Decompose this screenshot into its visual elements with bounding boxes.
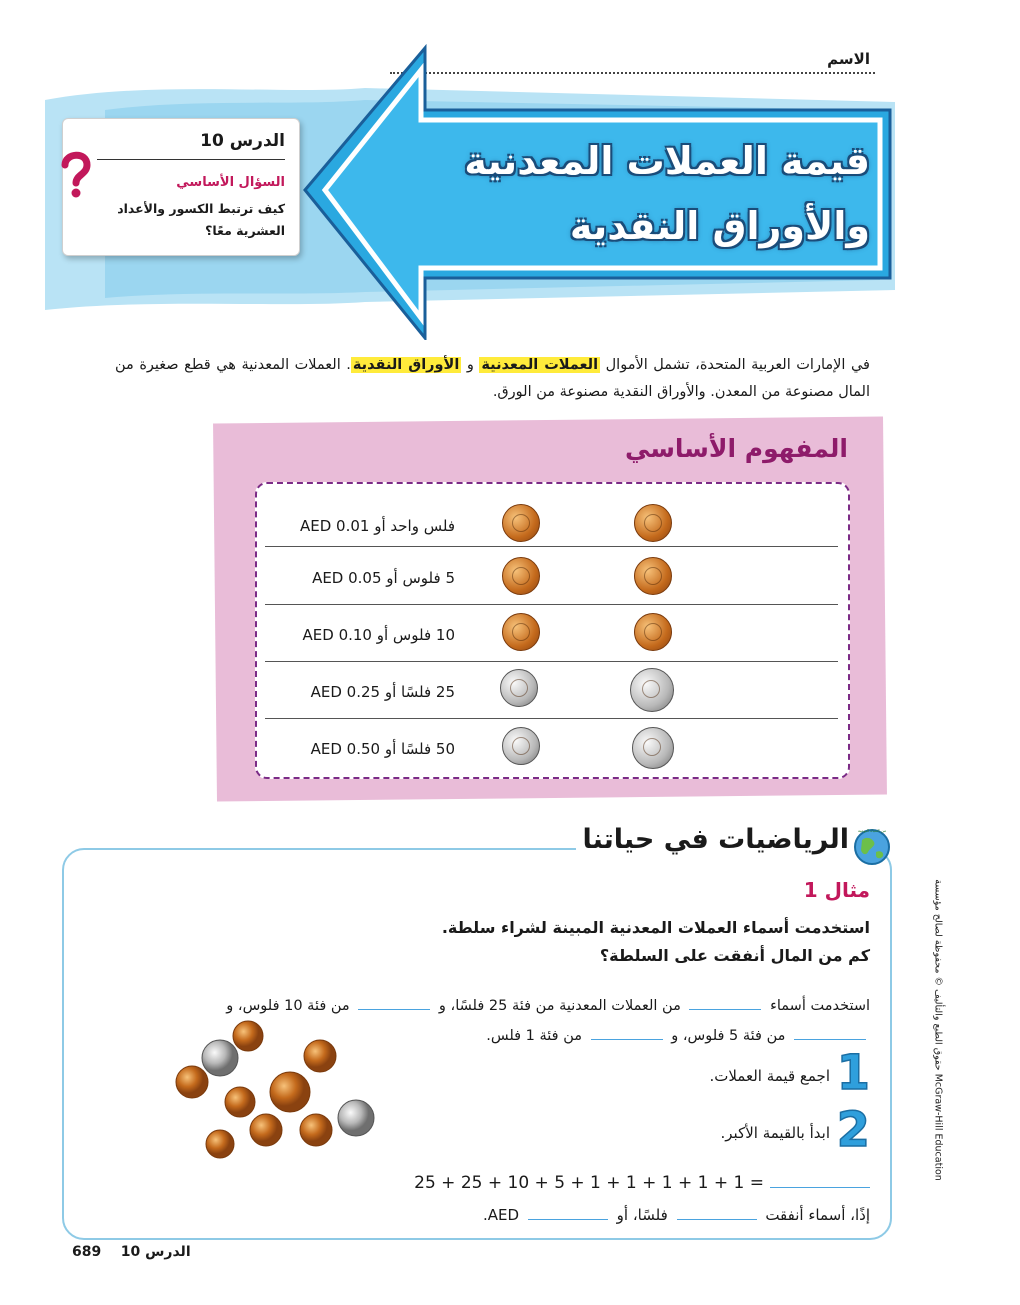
row-divider bbox=[265, 718, 838, 719]
page-title-line2: والأوراق النقدية bbox=[569, 204, 870, 248]
intro-part2: و bbox=[461, 357, 480, 373]
answer-blank-aed[interactable] bbox=[528, 1206, 608, 1220]
answer-blank-5[interactable] bbox=[794, 1026, 866, 1040]
intro-paragraph bbox=[115, 352, 870, 406]
essential-question-line1: كيف ترتبط الكسور والأعداد bbox=[117, 201, 285, 216]
example-question-line2: كم من المال أنفقت على السلطة؟ bbox=[599, 946, 870, 965]
coin-label-1-fils: فلس واحد أو AED 0.01 bbox=[299, 517, 455, 535]
term-coins: العملات المعدنية bbox=[481, 357, 599, 373]
card-divider bbox=[97, 159, 285, 160]
coin-5-fils-front-icon bbox=[634, 557, 672, 595]
name-label: الاسم bbox=[827, 50, 870, 68]
coin-5-fils-back-icon bbox=[502, 557, 540, 595]
coin-label-10-fils: 10 فلوس أو AED 0.10 bbox=[302, 626, 455, 644]
intro-part3: . العملات المعدنية هي قطع صغيرة من المال مصنوعة من المعدن. والأوراق النقدية مصنوعة من الورق. bbox=[115, 357, 870, 400]
row-divider bbox=[265, 546, 838, 547]
para-b: من العملات المعدنية من فئة 25 فلسًا، و bbox=[438, 998, 681, 1014]
final-b: فلسًا، أو bbox=[616, 1206, 668, 1224]
lesson-card bbox=[62, 118, 300, 256]
final-answer-line bbox=[483, 1206, 870, 1224]
coin-50-fils-back-icon bbox=[502, 727, 540, 765]
coin-1-fils-back-icon bbox=[502, 504, 540, 542]
coin-50-fils-front-icon bbox=[632, 727, 674, 769]
coin-10-fils-front-icon bbox=[634, 613, 672, 651]
example-question-line1: استخدمت أسماء العملات المعدنية المبينة لشراء سلطة. bbox=[441, 918, 870, 937]
example-paragraph-line1 bbox=[150, 992, 870, 1020]
intro-part1: في الإمارات العربية المتحدة، تشمل الأموال bbox=[600, 357, 870, 373]
step-1-number: 1 bbox=[836, 1045, 870, 1101]
coin-10-fils-back-icon bbox=[502, 613, 540, 651]
coin-25-fils-back-icon bbox=[500, 669, 538, 707]
answer-blank-25[interactable] bbox=[689, 996, 761, 1010]
step-2-number: 2 bbox=[836, 1102, 870, 1158]
para-c: من فئة 10 فلوس، و bbox=[226, 998, 350, 1014]
footer bbox=[72, 1244, 191, 1260]
final-a: إذًا، أسماء أنفقت bbox=[765, 1206, 870, 1224]
example-title: مثال 1 bbox=[803, 878, 870, 902]
coin-pile-image bbox=[170, 1020, 390, 1165]
term-banknotes: الأوراق النقدية bbox=[352, 357, 460, 373]
page-title-line1: قيمة العملات المعدنية bbox=[464, 139, 870, 183]
globe-badge: من الحياة اليومية bbox=[857, 828, 887, 833]
coin-1-fils-front-icon bbox=[634, 504, 672, 542]
question-mark-icon bbox=[57, 149, 93, 199]
real-world-title: الرياضيات في حياتنا bbox=[576, 824, 855, 855]
coin-label-25-fils: 25 فلسًا أو AED 0.25 bbox=[310, 683, 455, 701]
para-d: من فئة 5 فلوس، و bbox=[671, 1028, 786, 1044]
answer-blank-10[interactable] bbox=[358, 996, 430, 1010]
row-divider bbox=[265, 661, 838, 662]
answer-blank-1[interactable] bbox=[591, 1026, 663, 1040]
step-2-text: ابدأ بالقيمة الأكبر. bbox=[720, 1124, 830, 1142]
page-number: 689 bbox=[72, 1244, 102, 1260]
key-concept-title: المفهوم الأساسي bbox=[625, 434, 848, 463]
globe-icon bbox=[852, 826, 892, 866]
answer-blank-fils[interactable] bbox=[677, 1206, 757, 1220]
side-copyright bbox=[930, 880, 946, 1180]
coin-25-fils-front-icon bbox=[630, 668, 674, 712]
final-c: AED. bbox=[483, 1206, 520, 1224]
essential-question-line2: العشرية معًا؟ bbox=[205, 223, 285, 238]
answer-blank-sum[interactable] bbox=[770, 1172, 870, 1188]
coin-label-50-fils: 50 فلسًا أو AED 0.50 bbox=[310, 740, 455, 758]
footer-lesson: الدرس 10 bbox=[120, 1244, 191, 1260]
para-a: استخدمت أسماء bbox=[770, 998, 870, 1014]
step-1-text: اجمع قيمة العملات. bbox=[709, 1067, 830, 1085]
equation-text: 25 + 25 + 10 + 5 + 1 + 1 + 1 + 1 + 1 = bbox=[414, 1173, 764, 1193]
lesson-number: الدرس 10 bbox=[200, 131, 285, 151]
copyright-text: حقوق الطبع والتأليف © محفوظة لصالح مؤسسة McGraw-Hill Education bbox=[932, 879, 944, 1181]
sum-equation bbox=[414, 1172, 870, 1193]
row-divider bbox=[265, 604, 838, 605]
para-e: من فئة 1 فلس. bbox=[486, 1028, 582, 1044]
essential-question-title: السؤال الأساسي bbox=[176, 175, 285, 190]
coin-label-5-fils: 5 فلوس أو AED 0.05 bbox=[312, 569, 455, 587]
